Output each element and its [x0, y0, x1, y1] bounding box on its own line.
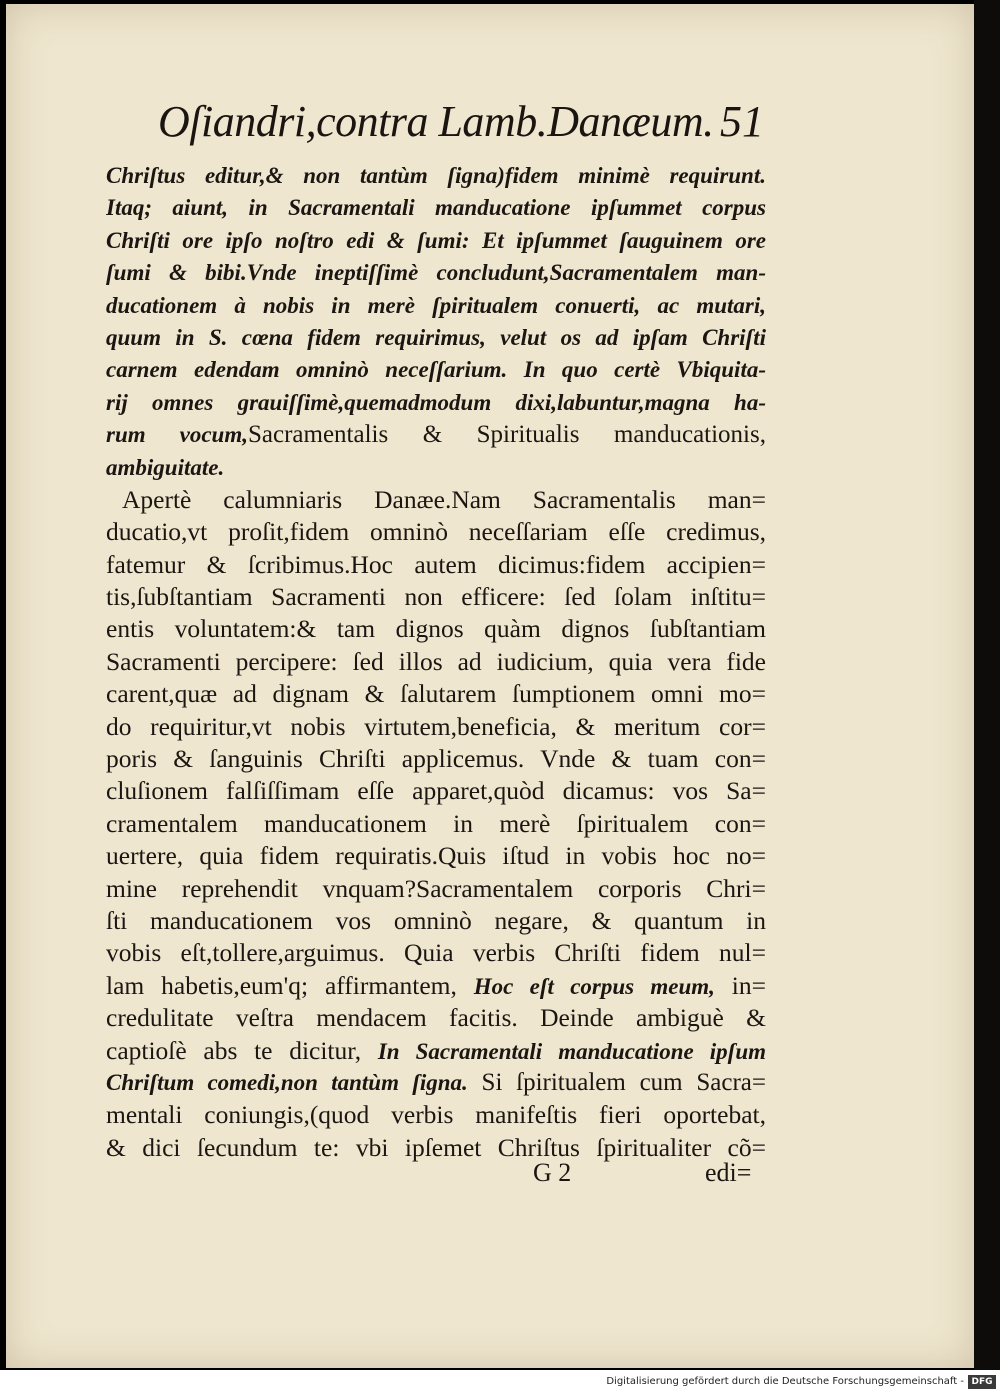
text-line [106, 743, 766, 775]
line-text: do requiritur,vt nobis virtutem,beneficia, & meritum cor= [106, 711, 766, 741]
line-text: ducatio,vt proſit,fidem omninò neceſſariam eſſe credimus, [106, 517, 766, 547]
line-text: Chriſtus editur,& non tantùm ſigna)fidem minimè requirunt. [106, 163, 766, 188]
text-line [106, 549, 766, 581]
line-text: tis,ſubſtantiam Sacramenti non efficere: ſed ſolam inſtitu= [106, 582, 766, 612]
line-text: entis voluntatem:& tam dignos quàm dignos ſubſtantiam [106, 614, 766, 644]
line-text: poris & ſanguinis Chriſti applicemus. Vnde & tuam con= [106, 744, 766, 774]
line-text: ſumi & bibi.Vnde ineptiſſimè concludunt,Sacramentalem man- [106, 260, 766, 286]
text-line [106, 1099, 766, 1131]
text-line [106, 678, 766, 710]
running-title: Oſiandri,contra Lamb.Danæum. [158, 97, 714, 146]
line-text: Itaq; aiunt, in Sacramentali manducatione ipſummet corpus [106, 195, 766, 221]
line-text: Apertè calumniaris Danæe.Nam Sacramentalis man= [122, 484, 766, 514]
text-line [106, 257, 766, 289]
line-text: mine reprehendit vnquam?Sacramentalem corporis Chri= [106, 873, 766, 903]
text-line [106, 290, 766, 322]
line-text: vobis eſt,tollere,arguimus. Quia verbis Chriſti fidem nul= [106, 938, 766, 968]
line-text: ſti manducationem vos omninò negare, & quantum in [106, 905, 766, 935]
line-text: fatemur & ſcribimus.Hoc autem dicimus:fidem accipien= [106, 549, 766, 579]
text-line [106, 775, 766, 807]
line-text: ambiguitate. [106, 454, 225, 480]
line-text: & dici ſecundum te: vbi ipſemet Chriſtus ſpiritualiter cõ= [106, 1132, 766, 1162]
line-text: quum in S. cœna fidem requirimus, velut os ad ipſam Chriſti [106, 324, 766, 350]
text-line [106, 192, 766, 224]
text-line [106, 160, 766, 192]
text-line [106, 873, 766, 905]
line-text-italic: In Sacramentali manducatione ipſum [377, 1038, 766, 1064]
line-text: Chriſtum comedi,non tantùm ſigna. [106, 1069, 468, 1095]
page-edge-shadow [974, 0, 1000, 1370]
text-line [106, 484, 766, 516]
line-text-roman: Si ſpiritualem cum Sacra= [467, 1068, 766, 1096]
text-line [106, 1067, 766, 1099]
line-text: ducationem à nobis in merè ſpiritualem conuerti, ac mutari, [106, 292, 766, 318]
text-line [106, 225, 766, 257]
line-text: uertere, quia fidem requiratis.Quis iſtud in vobis hoc no= [106, 841, 766, 871]
text-line [106, 808, 766, 840]
line-text-italic: Hoc eſt corpus meum, [473, 973, 715, 999]
text-line [106, 1002, 766, 1034]
text-line [106, 387, 766, 419]
signature-mark: G 2 [533, 1158, 572, 1187]
dfg-logo-icon: DFG [968, 1375, 996, 1389]
line-text: credulitate veſtra mendacem facitis. Deinde ambiguè & [106, 1003, 766, 1033]
text-line [106, 970, 766, 1002]
line-text: rum vocum, [106, 422, 248, 448]
text-line [106, 840, 766, 872]
text-line [106, 1132, 766, 1164]
line-text-roman: Sacramentalis & Spiritualis manducationis, [247, 421, 766, 449]
text-line [106, 419, 766, 451]
line-text: Chriſti ore ipſo noſtro edi & ſumi: Et ipſummet ſauguinem ore [106, 227, 766, 253]
text-line [106, 354, 766, 386]
line-text: carnem edendam omninò neceſſarium. In quo certè Vbiquita- [106, 357, 766, 383]
page-number: 51 [720, 97, 764, 146]
line-text: rij omnes grauiſſimè,quemadmodum dixi,labuntur,magna ha- [106, 389, 766, 415]
line-text: cluſionem falſiſſimam eſſe apparet,quòd dicamus: vos Sa= [106, 776, 766, 806]
line-text: captioſè abs te dicitur, [106, 1035, 378, 1065]
text-line [106, 711, 766, 743]
text-line [106, 452, 766, 484]
funding-credit: Digitalisierung gefördert durch die Deutsche Forschungsgemeinschaft - [606, 1376, 964, 1387]
text-line [106, 646, 766, 678]
footer-bar [0, 1370, 1000, 1396]
line-text: mentali coniungis,(quod verbis manifeſtis fieri oportebat, [106, 1100, 766, 1130]
text-line [106, 322, 766, 354]
text-line [106, 613, 766, 645]
line-text: cramentalem manducationem in merè ſpiritualem con= [106, 808, 766, 838]
text-line [106, 905, 766, 937]
catchword: edi= [705, 1158, 752, 1187]
line-text: carent,quæ ad dignam & ſalutarem ſumptionem omni mo= [106, 679, 766, 709]
line-text-roman: in= [714, 970, 766, 1000]
text-line [106, 581, 766, 613]
running-header [158, 96, 778, 152]
line-text: Sacramenti percipere: ſed illos ad iudicium, quia vera fide [106, 646, 766, 676]
text-line [106, 937, 766, 969]
text-block [106, 160, 766, 1164]
text-line [106, 516, 766, 548]
text-line [106, 1035, 766, 1067]
line-text: lam habetis,eum'q; affirmantem, [106, 970, 474, 1000]
